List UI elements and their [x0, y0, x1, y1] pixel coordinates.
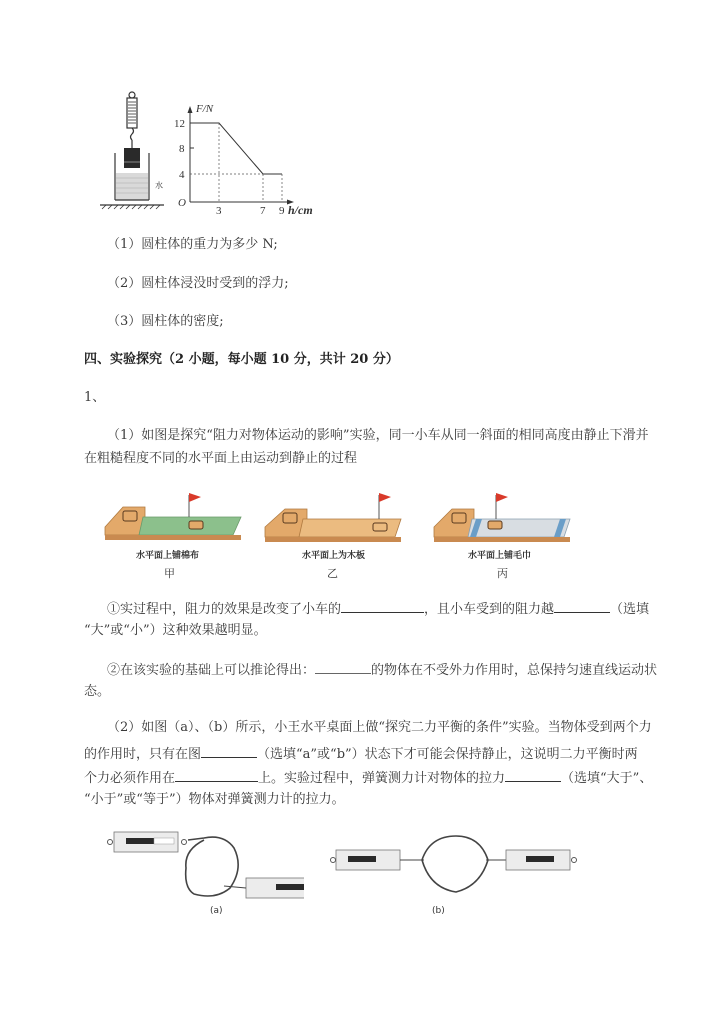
y-axis-label: F/N	[196, 103, 214, 115]
question-1: （1）圆柱体的重力为多少 N;	[107, 237, 278, 252]
x-tick-3: 3	[216, 205, 222, 217]
part1-intro-line1: （1）如图是探究“阻力对物体运动的影响”实验，同一小车从同一斜面的相同高度由静止下滑并	[107, 428, 649, 443]
question-3: （3）圆柱体的密度;	[107, 314, 224, 329]
part1-intro-line2: 在粗糙程度不同的水平面上由运动到静止的过程	[84, 451, 358, 466]
part1-q2-text-a: ②在该实验的基础上可以推论得出：	[107, 663, 316, 678]
ramp-caption-bing: 水平面上铺毛巾	[468, 551, 532, 561]
part1-q2-text-b: 的物体在不受外力作用时，总保持匀速直线运动状	[371, 663, 658, 678]
ramp-label-jia: 甲	[164, 567, 175, 580]
y-tick-4: 4	[179, 169, 185, 181]
ramp-label-bing: 丙	[497, 567, 508, 580]
ramp-caption-jia: 水平面上铺棉布	[136, 551, 200, 561]
x-tick-7: 7	[260, 205, 266, 217]
ramp-label-yi: 乙	[327, 567, 338, 580]
part1-q1-line2: “大”或“小”）这种效果越明显。	[84, 623, 267, 638]
two-force-balance-figure-b	[330, 830, 580, 905]
force-depth-chart	[170, 100, 330, 218]
y-tick-12: 12	[174, 118, 185, 130]
ramp-figure-yi	[263, 487, 403, 547]
part2-line3	[84, 767, 652, 788]
part1-q1-text-a: ①实过程中，阻力的效果是改变了小车的	[107, 602, 342, 617]
origin-label: O	[178, 197, 186, 209]
part1-q1-line1	[107, 598, 649, 619]
part1-q2-line2: 态。	[84, 684, 111, 699]
part2-line3-text-b: 上。实验过程中，弹簧测力计对物体的拉力	[258, 771, 506, 786]
figure-label-a: (a)	[210, 906, 223, 916]
ramp-figure-bing	[432, 487, 572, 547]
answer-blank-4[interactable]	[201, 743, 257, 758]
section-heading: 四、实验探究（2 小题，每小题 10 分，共计 20 分）	[84, 352, 399, 367]
two-force-balance-figure-a	[104, 828, 304, 908]
answer-blank-1[interactable]	[341, 598, 424, 613]
question-2: （2）圆柱体浸没时受到的浮力;	[107, 276, 289, 291]
answer-blank-3[interactable]	[315, 659, 371, 674]
y-tick-8: 8	[179, 143, 185, 155]
part2-line2-text-b: （选填“a”或“b”）状态下才可能会保持静止，这说明二力平衡时两	[257, 747, 638, 762]
part1-q1-text-b: ，且小车受到的阻力越	[424, 602, 555, 617]
part2-line3-text-c: （选填“大于”、	[561, 771, 653, 786]
x-tick-9: 9	[279, 205, 285, 217]
ramp-caption-yi: 水平面上为木板	[302, 551, 366, 561]
figure-label-b: (b)	[432, 906, 445, 916]
answer-blank-2[interactable]	[554, 598, 610, 613]
part2-line2	[84, 743, 638, 764]
water-label: 水	[155, 181, 163, 190]
part2-line1: （2）如图（a）、（b）所示，小王水平桌面上做“探究二力平衡的条件”实验。当物体受到两个力	[107, 720, 652, 735]
part2-line4: “小于”或“等于”）物体对弹簧测力计的拉力。	[84, 792, 345, 807]
spring-scale-figure	[98, 90, 178, 215]
item-number: 1、	[84, 390, 106, 405]
x-axis-label: h/cm	[288, 203, 313, 217]
answer-blank-6[interactable]	[505, 767, 561, 782]
part1-q1-text-c: （选填	[610, 602, 650, 617]
answer-blank-5[interactable]	[175, 767, 258, 782]
part2-line3-text-a: 个力必须作用在	[84, 771, 176, 786]
part2-line2-text-a: 的作用时，只有在图	[84, 747, 202, 762]
part1-q2-line1	[107, 659, 657, 680]
ramp-figure-jia	[103, 487, 243, 547]
